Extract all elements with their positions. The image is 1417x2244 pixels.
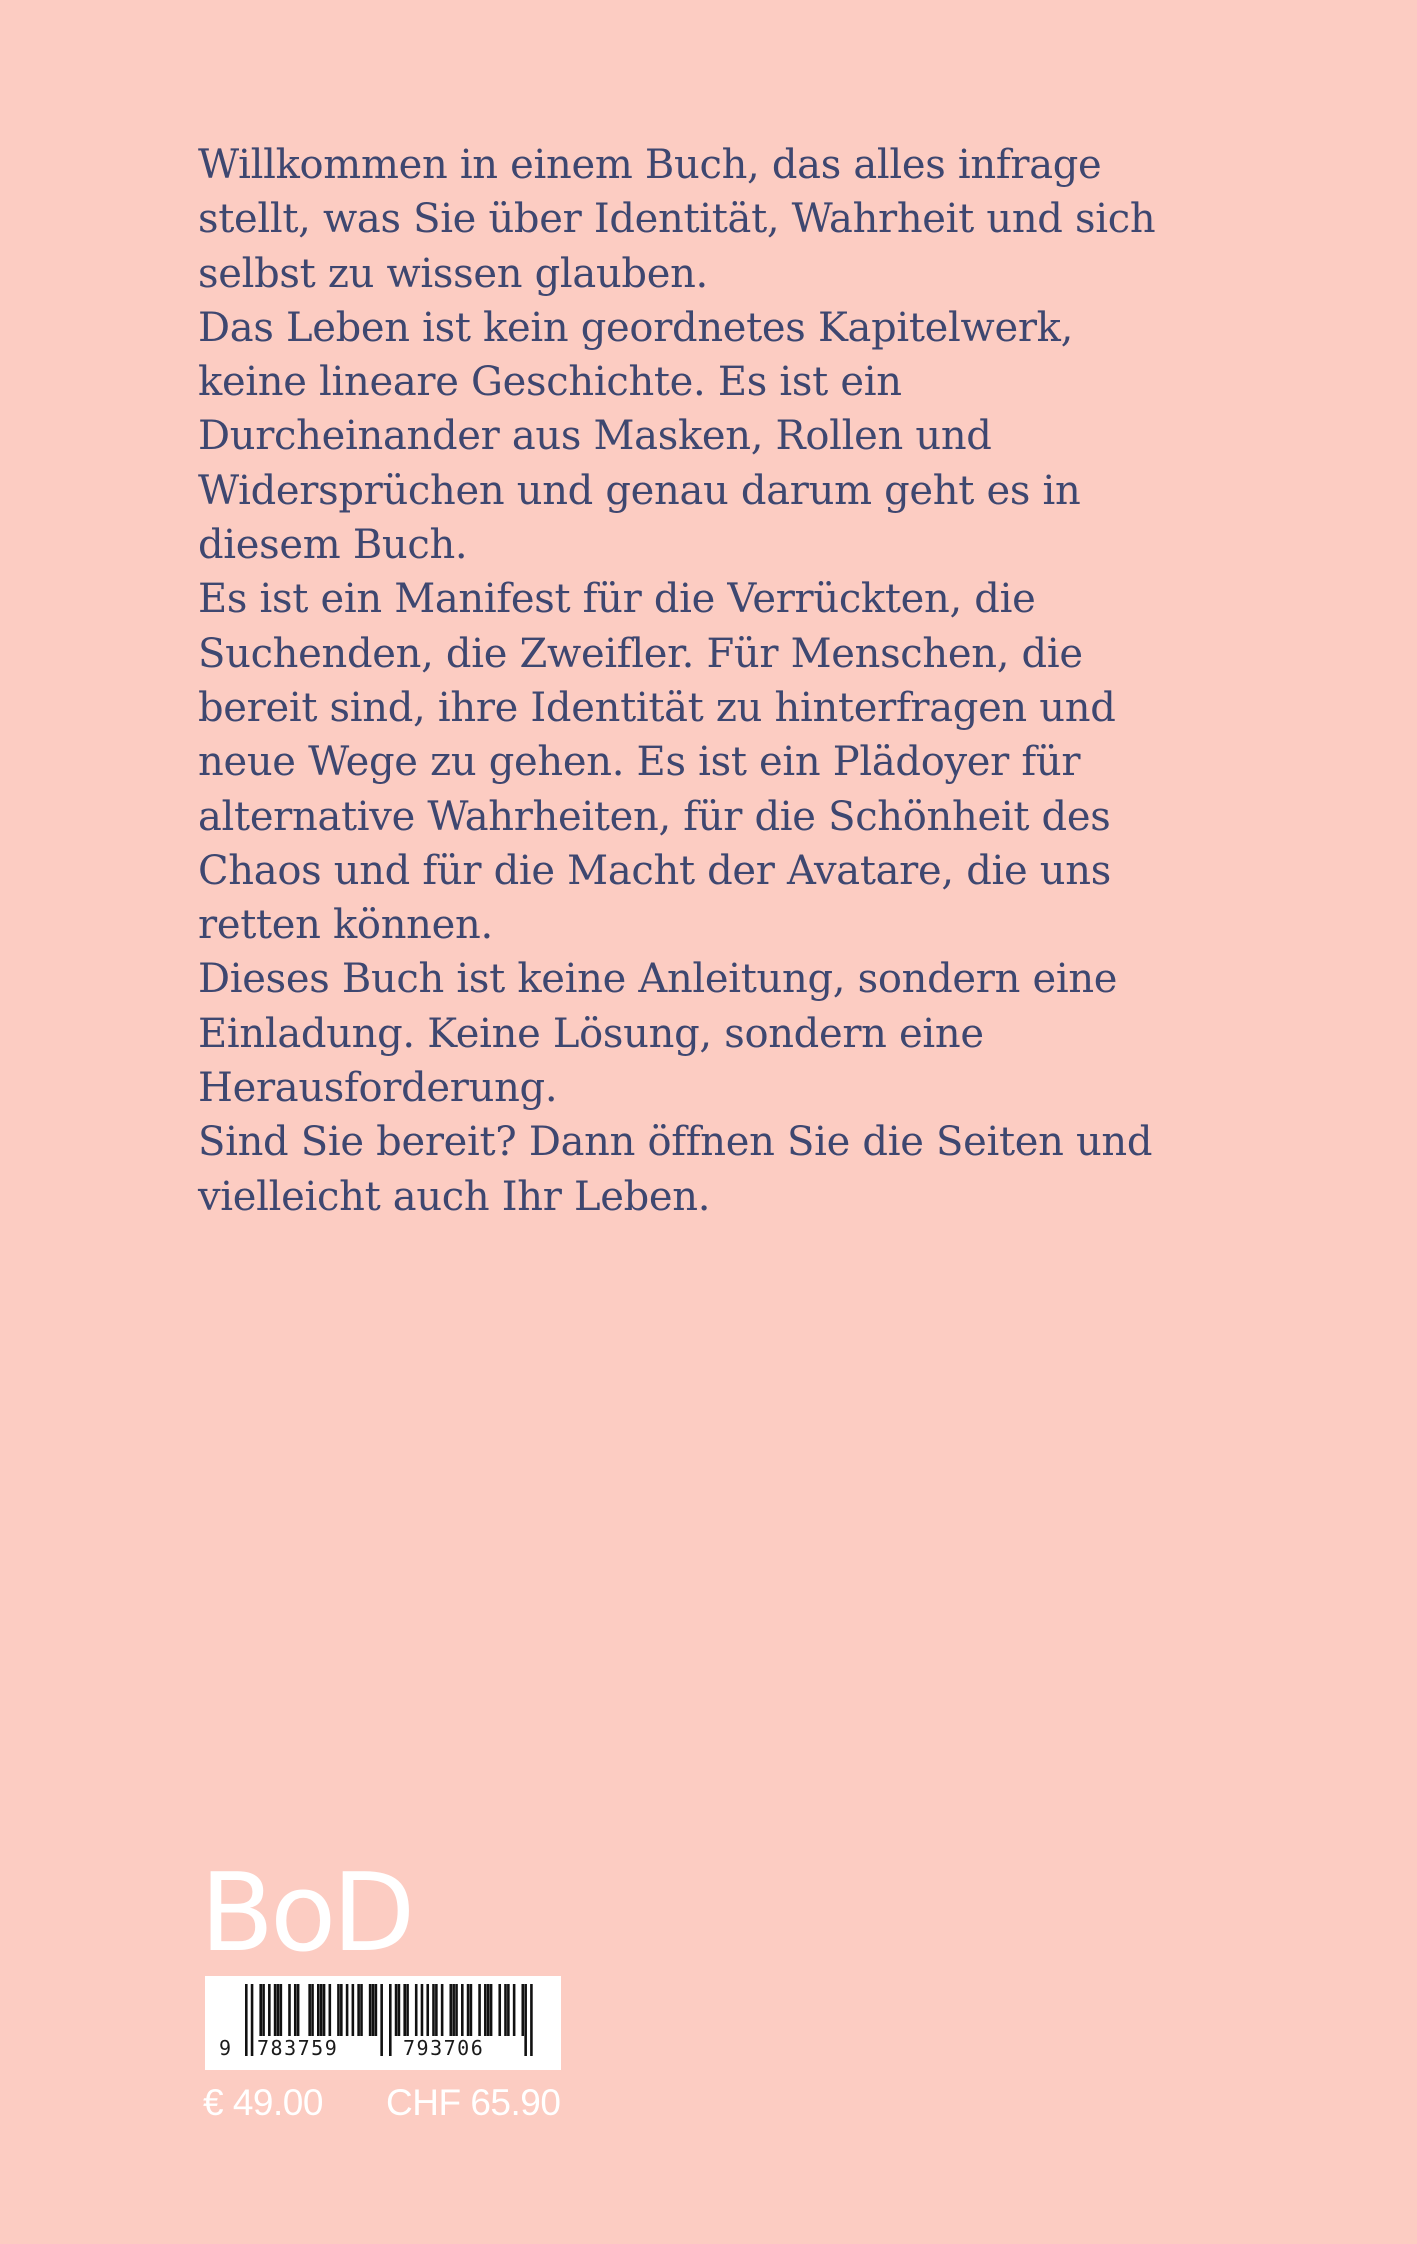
barcode-bar [280, 1984, 283, 2036]
barcode-bar [268, 1984, 271, 2036]
barcode-bar [340, 1984, 343, 2036]
barcode-bar [455, 1984, 458, 2036]
barcode-bar [504, 1984, 507, 2036]
blurb-line: Das Leben ist kein geordnetes Kapitelwerk, [198, 304, 1073, 351]
barcode-bar [478, 1984, 481, 2036]
blurb-line: Es ist ein Manifest für die Verrückten, die [198, 576, 1036, 623]
barcode-bar [317, 1984, 320, 2036]
barcode-bar [389, 1984, 392, 2056]
barcode-bar [513, 1984, 516, 2036]
barcode-bar [507, 1984, 510, 2036]
barcode-bar [470, 1984, 473, 2036]
barcode-bar [521, 1984, 524, 2036]
barcode-bar [435, 1984, 438, 2036]
barcode-bar [346, 1984, 349, 2036]
barcode-bar [530, 1984, 533, 2056]
blurb-line: Dieses Buch ist keine Anleitung, sondern eine [198, 956, 1118, 1003]
barcode-bar [375, 1984, 378, 2036]
barcode-bar [245, 1984, 248, 2056]
barcode-bar [461, 1984, 464, 2036]
barcode-bar [487, 1984, 490, 2036]
barcode-left-digits: 783759 [257, 2036, 339, 2060]
barcode-bar [274, 1984, 277, 2036]
blurb-line: neue Wege zu gehen. Es ist ein Plädoyer für [198, 739, 1081, 786]
barcode-bar [421, 1984, 424, 2036]
blurb-line: Suchenden, die Zweifler. Für Menschen, die [198, 630, 1083, 677]
barcode-bar [395, 1984, 398, 2036]
blurb-line: vielleicht auch Ihr Leben. [198, 1173, 711, 1220]
barcode-bar [467, 1984, 470, 2036]
blurb-line: Willkommen in einem Buch, das alles infrage [198, 142, 1102, 188]
barcode-bar [441, 1984, 444, 2036]
barcode-bar [262, 1984, 265, 2036]
barcode-bar [259, 1984, 262, 2036]
price-chf: CHF 65.90 [386, 2082, 561, 2123]
barcode-bar [415, 1984, 418, 2036]
blurb-line: retten können. [198, 902, 493, 949]
barcode-bar [329, 1984, 332, 2036]
barcode-bar [337, 1984, 340, 2036]
barcode-bar [352, 1984, 355, 2036]
barcode-bar [524, 1984, 527, 2056]
blurb-line: alternative Wahrheiten, für die Schönheit des [198, 793, 1111, 840]
barcode-bar [403, 1984, 406, 2036]
publisher-logo: BoD [200, 1851, 412, 1976]
blurb-line: stellt, was Sie über Identität, Wahrheit und sich [198, 196, 1156, 243]
barcode-bar [277, 1984, 280, 2036]
barcode-bar [490, 1984, 493, 2036]
barcode-bar [251, 1984, 254, 2056]
barcode-bar [380, 1984, 383, 2056]
barcode-bar [357, 1984, 360, 2036]
blurb-line: keine lineare Geschichte. Es ist ein [198, 359, 902, 406]
blurb-line: Widersprüchen und genau darum geht es in [198, 467, 1081, 514]
barcode-bar [498, 1984, 501, 2036]
barcode-bar [452, 1984, 455, 2036]
barcode-first-digit: 9 [219, 2036, 233, 2060]
barcode-bar [288, 1984, 291, 2036]
barcode-bar [320, 1984, 323, 2036]
barcode-bar [311, 1984, 314, 2036]
barcode-bar [294, 1984, 297, 2036]
barcode-bar [449, 1984, 452, 2036]
barcode-bar [369, 1984, 372, 2036]
blurb-text [198, 138, 1258, 1224]
blurb-line: Einladung. Keine Lösung, sondern eine [198, 1010, 984, 1057]
barcode-bar [432, 1984, 435, 2036]
blurb-line: bereit sind, ihre Identität zu hinterfragen und [198, 684, 1116, 731]
blurb-line: Sind Sie bereit? Dann öffnen Sie die Seiten und [198, 1119, 1153, 1166]
blurb-line: Herausforderung. [198, 1065, 558, 1112]
price-eur: € 49.00 [203, 2082, 323, 2123]
barcode-bar [297, 1984, 300, 2036]
isbn-barcode [205, 1976, 561, 2070]
barcode-bar [484, 1984, 487, 2036]
barcode-right-digits: 793706 [403, 2036, 485, 2060]
barcode-bar [323, 1984, 326, 2036]
blurb-line: Chaos und für die Macht der Avatare, die uns [198, 847, 1111, 894]
barcode-bar [360, 1984, 363, 2036]
barcode-bar [398, 1984, 401, 2036]
blurb-line: selbst zu wissen glauben. [198, 250, 708, 297]
barcode-bar [406, 1984, 409, 2036]
barcode-bar [308, 1984, 311, 2036]
blurb-line: diesem Buch. [198, 522, 468, 569]
barcode-bar [372, 1984, 375, 2036]
blurb-line: Durcheinander aus Masken, Rollen und [198, 413, 992, 460]
barcode-bar [426, 1984, 429, 2036]
